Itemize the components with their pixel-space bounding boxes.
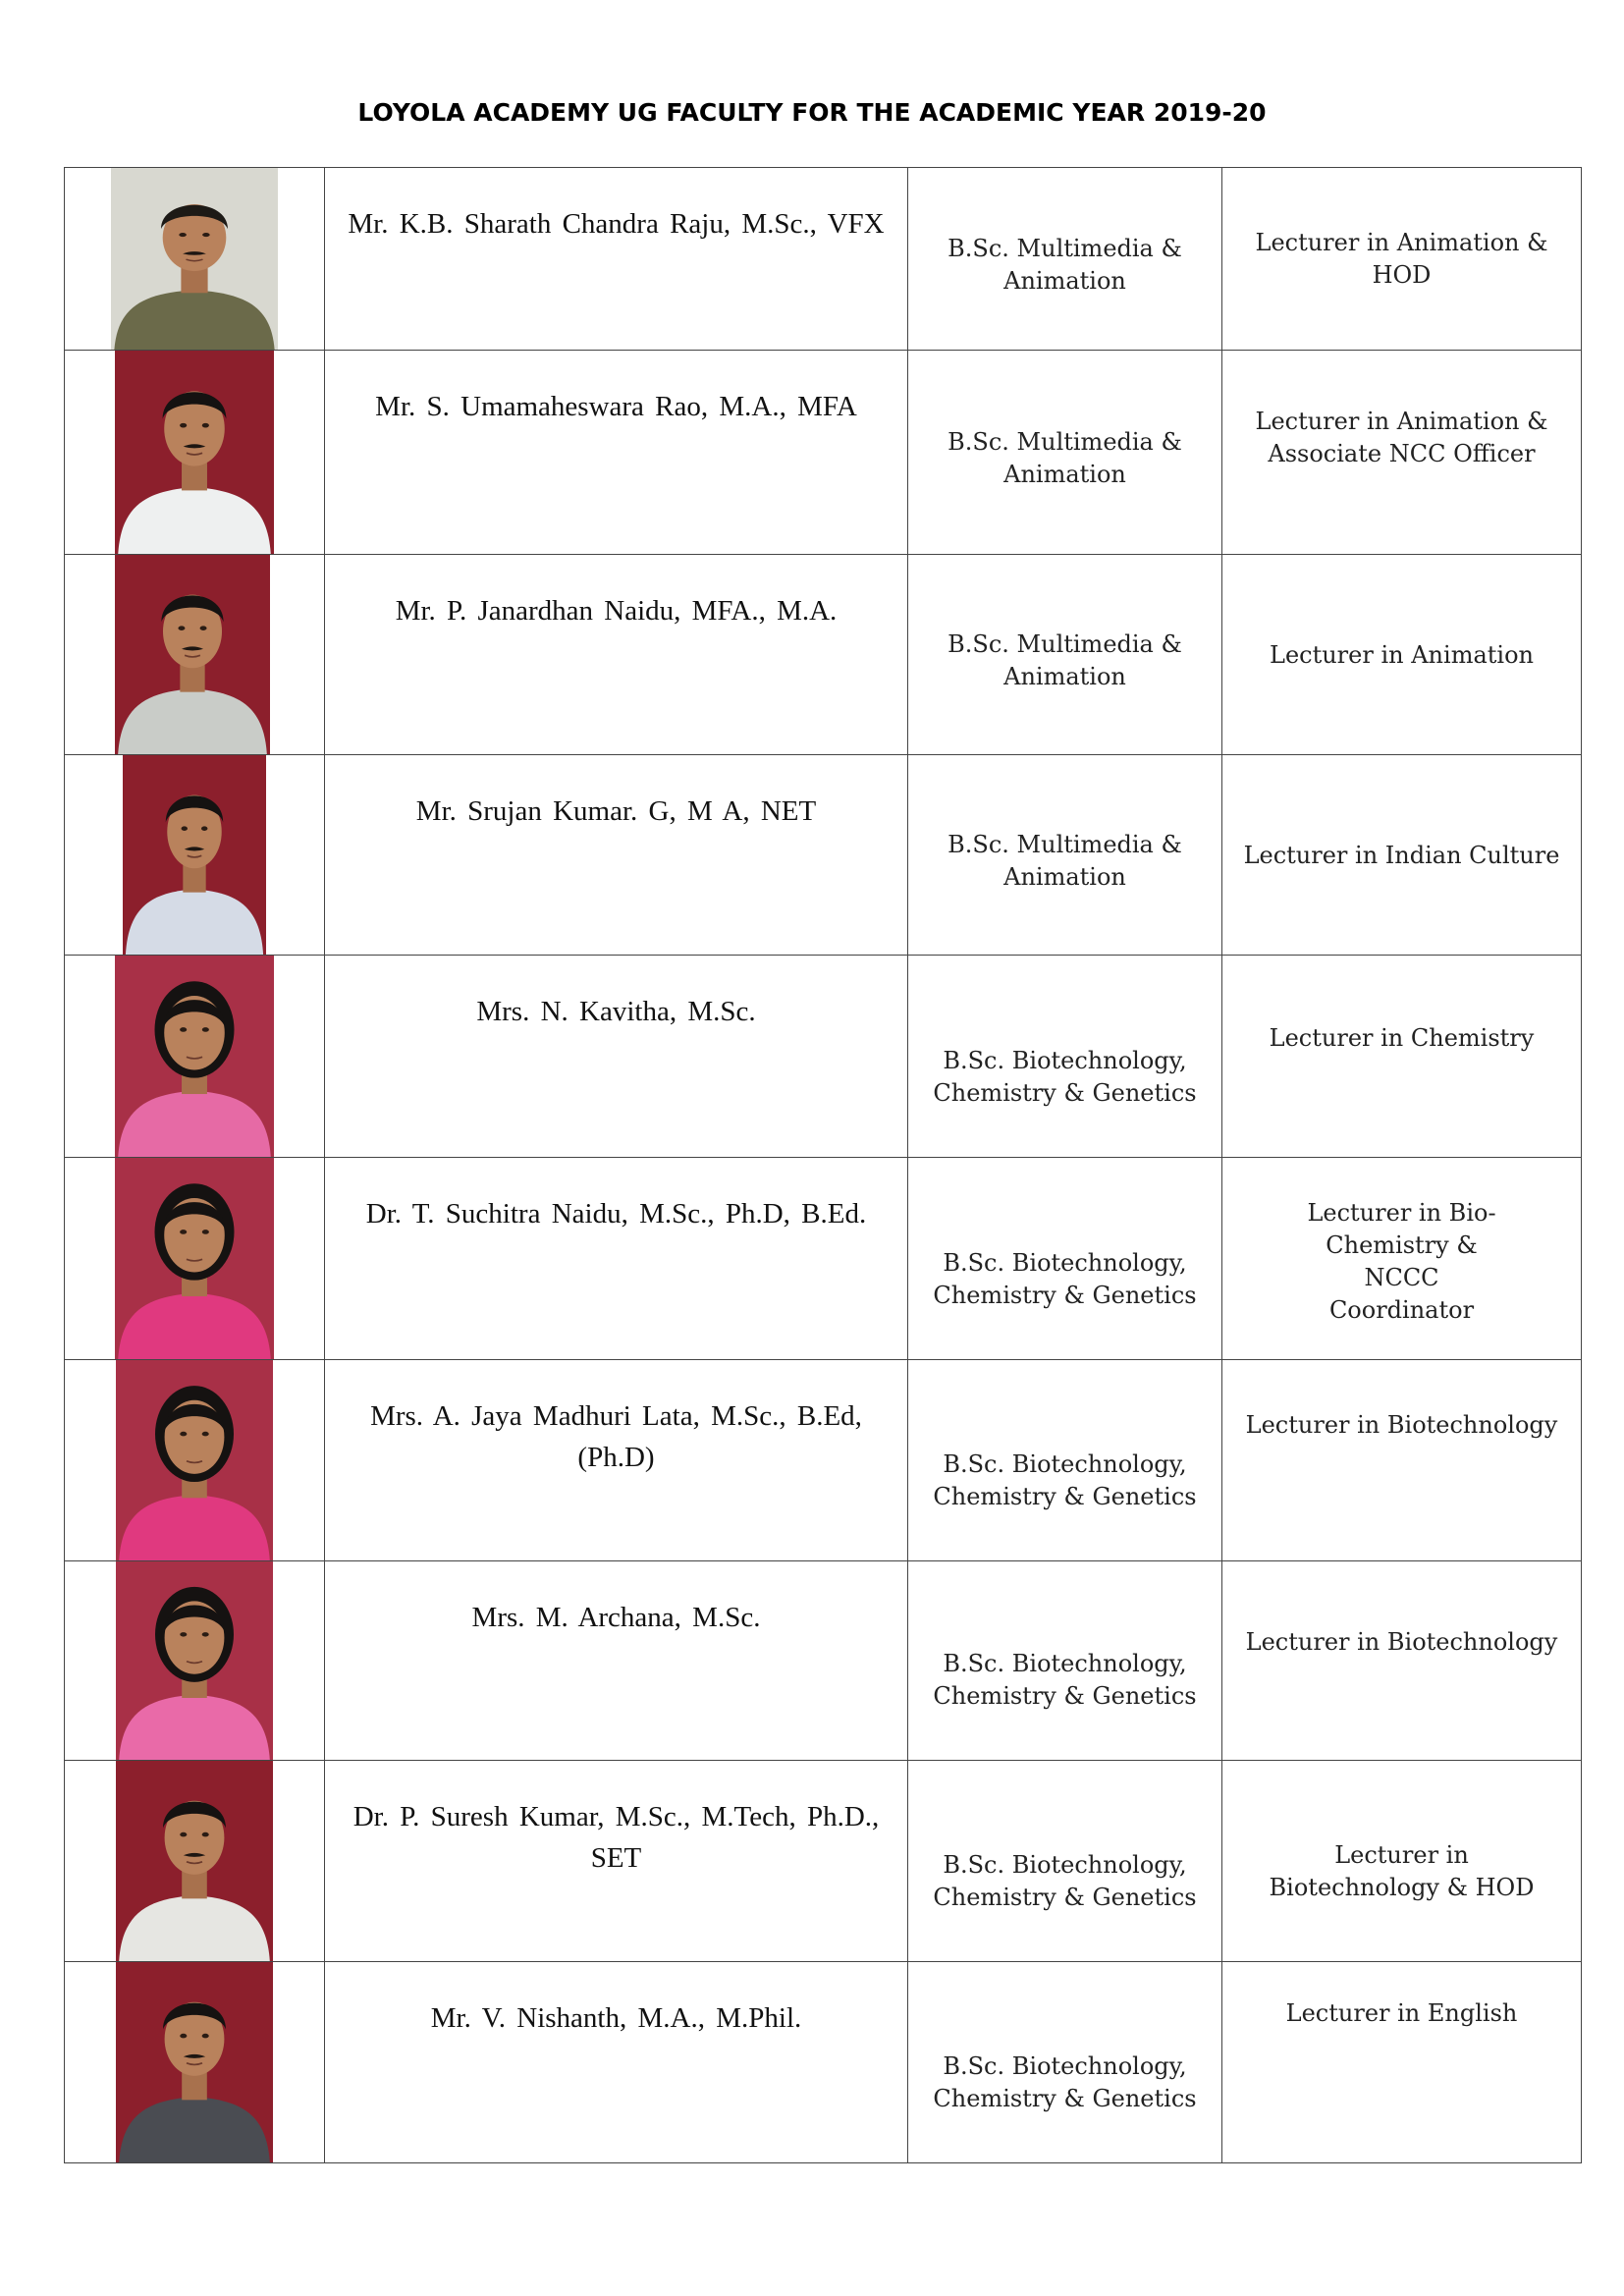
- faculty-row: [65, 1761, 1582, 1962]
- faculty-name: Dr. P. Suresh Kumar, M.Sc., M.Tech, Ph.D., SET: [352, 1801, 880, 1874]
- faculty-photo: [115, 956, 274, 1157]
- faculty-name: Mrs. N. Kavitha, M.Sc.: [476, 996, 756, 1027]
- course-cell: [908, 1158, 1222, 1360]
- course-name: B.Sc. Biotechnology, Chemistry & Genetics: [933, 1650, 1197, 1710]
- course-name: B.Sc. Biotechnology, Chemistry & Genetics: [933, 2052, 1197, 2112]
- photo-cell: [65, 1761, 325, 1962]
- photo-cell: [65, 555, 325, 755]
- designation: Lecturer in Indian Culture: [1243, 842, 1560, 869]
- course-name: B.Sc. Biotechnology, Chemistry & Genetics: [933, 1851, 1197, 1911]
- designation: Lecturer in Biotechnology & HOD: [1269, 1841, 1535, 1901]
- faculty-table: [64, 167, 1582, 2163]
- faculty-photo: [111, 168, 278, 350]
- faculty-name: Mr. P. Janardhan Naidu, MFA., M.A.: [395, 595, 838, 627]
- faculty-photo: [115, 1158, 274, 1359]
- course-cell: [908, 1962, 1222, 2163]
- faculty-photo: [116, 1962, 273, 2162]
- designation: Lecturer in Bio-Chemistry & NCCC Coordinator: [1307, 1199, 1496, 1324]
- name-cell: [325, 1962, 908, 2163]
- course-name: B.Sc. Biotechnology, Chemistry & Genetics: [933, 1450, 1197, 1510]
- designation: Lecturer in Animation & HOD: [1255, 229, 1548, 289]
- faculty-name: Mrs. A. Jaya Madhuri Lata, M.Sc., B.Ed, (Ph.D): [370, 1400, 862, 1473]
- designation-cell: [1222, 1360, 1582, 1561]
- faculty-name: Mr. S. Umamaheswara Rao, M.A., MFA: [375, 391, 857, 422]
- faculty-photo: [115, 351, 274, 554]
- course-cell: [908, 555, 1222, 755]
- name-cell: [325, 168, 908, 351]
- photo-cell: [65, 1158, 325, 1360]
- designation-cell: [1222, 956, 1582, 1158]
- course-cell: [908, 956, 1222, 1158]
- photo-cell: [65, 168, 325, 351]
- photo-cell: [65, 956, 325, 1158]
- faculty-name: Mr. V. Nishanth, M.A., M.Phil.: [430, 2002, 802, 2034]
- course-name: B.Sc. Multimedia & Animation: [947, 428, 1182, 488]
- photo-cell: [65, 1561, 325, 1761]
- faculty-name: Mr. K.B. Sharath Chandra Raju, M.Sc., VFX: [348, 208, 885, 240]
- faculty-row: [65, 755, 1582, 956]
- designation-cell: [1222, 1561, 1582, 1761]
- designation: Lecturer in Animation: [1270, 641, 1534, 669]
- designation-cell: [1222, 755, 1582, 956]
- photo-cell: [65, 1962, 325, 2163]
- faculty-photo: [116, 1360, 273, 1560]
- name-cell: [325, 956, 908, 1158]
- course-cell: [908, 1561, 1222, 1761]
- designation-cell: [1222, 1962, 1582, 2163]
- name-cell: [325, 555, 908, 755]
- faculty-name: Mr. Srujan Kumar. G, M A, NET: [415, 795, 817, 827]
- designation-cell: [1222, 1158, 1582, 1360]
- designation-cell: [1222, 351, 1582, 555]
- designation: Lecturer in Biotechnology: [1245, 1411, 1558, 1439]
- course-cell: [908, 168, 1222, 351]
- faculty-photo: [123, 755, 266, 955]
- faculty-row: [65, 1360, 1582, 1561]
- faculty-row: [65, 168, 1582, 351]
- designation: Lecturer in Chemistry: [1269, 1024, 1535, 1052]
- name-cell: [325, 755, 908, 956]
- name-cell: [325, 1761, 908, 1962]
- designation: Lecturer in Animation & Associate NCC Officer: [1255, 408, 1548, 467]
- course-name: B.Sc. Multimedia & Animation: [947, 831, 1182, 891]
- course-name: B.Sc. Biotechnology, Chemistry & Genetics: [933, 1047, 1197, 1107]
- designation: Lecturer in Biotechnology: [1245, 1628, 1558, 1656]
- course-cell: [908, 1360, 1222, 1561]
- course-cell: [908, 755, 1222, 956]
- course-name: B.Sc. Multimedia & Animation: [947, 630, 1182, 690]
- name-cell: [325, 1561, 908, 1761]
- course-name: B.Sc. Multimedia & Animation: [947, 235, 1182, 295]
- name-cell: [325, 351, 908, 555]
- photo-cell: [65, 1360, 325, 1561]
- page-title: LOYOLA ACADEMY UG FACULTY FOR THE ACADEMIC YEAR 2019-20: [357, 98, 1267, 127]
- faculty-photo: [116, 1761, 273, 1961]
- faculty-row: [65, 1561, 1582, 1761]
- designation: Lecturer in English: [1285, 1999, 1518, 2027]
- photo-cell: [65, 351, 325, 555]
- designation-cell: [1222, 1761, 1582, 1962]
- faculty-row: [65, 956, 1582, 1158]
- faculty-row: [65, 1962, 1582, 2163]
- faculty-row: [65, 1158, 1582, 1360]
- faculty-row: [65, 555, 1582, 755]
- course-name: B.Sc. Biotechnology, Chemistry & Genetics: [933, 1249, 1197, 1309]
- faculty-name: Dr. T. Suchitra Naidu, M.Sc., Ph.D, B.Ed.: [365, 1198, 867, 1230]
- designation-cell: [1222, 168, 1582, 351]
- faculty-name: Mrs. M. Archana, M.Sc.: [471, 1602, 761, 1633]
- faculty-photo: [115, 555, 270, 754]
- faculty-photo: [116, 1561, 273, 1760]
- name-cell: [325, 1158, 908, 1360]
- name-cell: [325, 1360, 908, 1561]
- designation-cell: [1222, 555, 1582, 755]
- course-cell: [908, 351, 1222, 555]
- photo-cell: [65, 755, 325, 956]
- course-cell: [908, 1761, 1222, 1962]
- faculty-row: [65, 351, 1582, 555]
